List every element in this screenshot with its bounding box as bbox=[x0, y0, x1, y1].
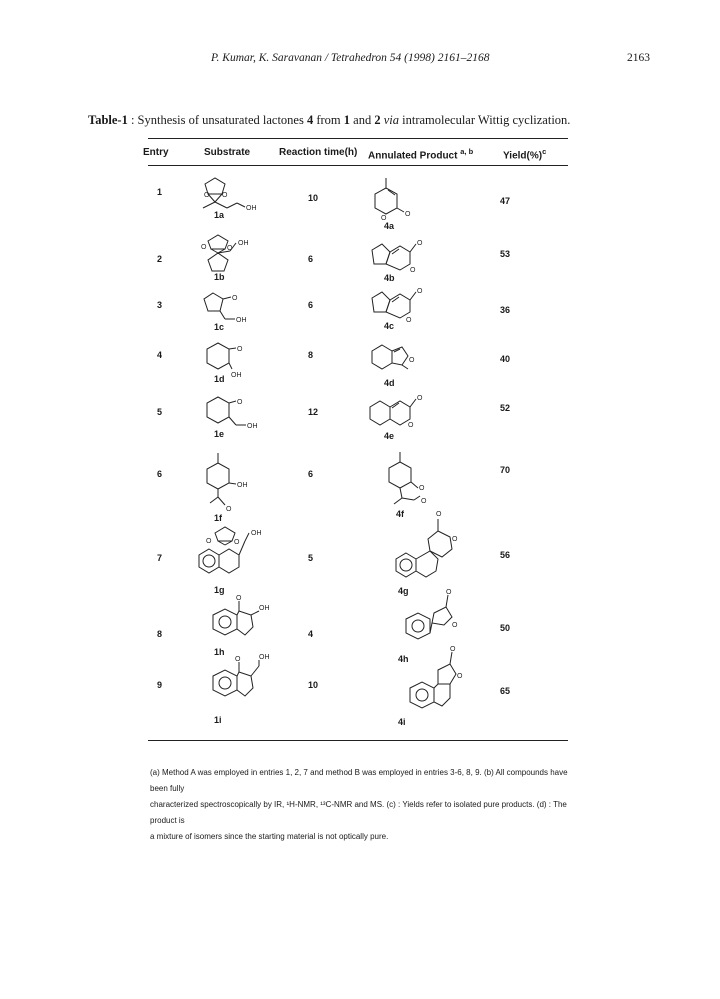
yield-value: 40 bbox=[500, 354, 511, 364]
svg-text:O: O bbox=[237, 346, 243, 353]
svg-text:O: O bbox=[405, 211, 411, 218]
entry-number: 2 bbox=[157, 254, 163, 264]
svg-text:O: O bbox=[235, 656, 241, 663]
table-header-rule bbox=[148, 165, 568, 166]
svg-text:OH: OH bbox=[246, 205, 257, 212]
page-number: 2163 bbox=[627, 52, 650, 64]
reaction-time: 6 bbox=[308, 469, 314, 479]
svg-text:O: O bbox=[381, 215, 387, 222]
structure-1f bbox=[202, 453, 268, 515]
svg-text:O: O bbox=[436, 511, 442, 518]
table-label: Table-1 bbox=[88, 113, 128, 127]
structure-1e bbox=[202, 393, 268, 433]
svg-text:O: O bbox=[237, 399, 243, 406]
entry-number: 9 bbox=[157, 680, 163, 690]
footnote-line: (a) Method A was employed in entries 1, 2, 7 and method B was employed in entries 3-6, 8, 9. (b) All compounds have been fully bbox=[150, 768, 568, 793]
structure-4f bbox=[384, 452, 450, 514]
reaction-time: 6 bbox=[308, 300, 314, 310]
substrate-label: 1g bbox=[214, 585, 225, 595]
running-header bbox=[0, 52, 720, 68]
product-label: 4h bbox=[398, 654, 409, 664]
structure-1c bbox=[199, 287, 259, 329]
svg-text:OH: OH bbox=[236, 317, 247, 324]
header-yield: Yield(%)$^c$ bbox=[503, 147, 547, 162]
reaction-time: 5 bbox=[308, 553, 314, 563]
structure-4e bbox=[368, 391, 438, 435]
entry-number: 1 bbox=[157, 187, 163, 197]
svg-text:O: O bbox=[452, 536, 458, 543]
product-label: 4i bbox=[398, 717, 406, 727]
structure-4i bbox=[398, 648, 472, 720]
reaction-time: 6 bbox=[308, 254, 314, 264]
substrate-label: 1c bbox=[214, 322, 225, 332]
structure-1a bbox=[195, 176, 265, 216]
entry-number: 4 bbox=[157, 350, 163, 360]
entry-number: 8 bbox=[157, 629, 163, 639]
svg-text:OH: OH bbox=[237, 482, 248, 489]
substrate-label: 1i bbox=[214, 715, 222, 725]
product-label: 4b bbox=[384, 273, 395, 283]
product-label: 4d bbox=[384, 378, 395, 388]
substrate-label: 1f bbox=[214, 513, 223, 523]
footnote-line: characterized spectroscopically by IR, ¹H-NMR, ¹³C-NMR and MS. (c) : Yields refer to isolated pure products. (d) : The product is bbox=[150, 800, 567, 825]
svg-text:O: O bbox=[417, 395, 423, 402]
structure-4c bbox=[368, 286, 438, 324]
structure-1b bbox=[196, 233, 266, 277]
svg-text:O: O bbox=[204, 192, 210, 199]
yield-value: 56 bbox=[500, 550, 511, 560]
svg-text:O: O bbox=[421, 498, 427, 505]
entry-number: 3 bbox=[157, 300, 163, 310]
svg-text:O: O bbox=[226, 506, 232, 513]
yield-value: 47 bbox=[500, 196, 511, 206]
header-substrate: Substrate bbox=[204, 147, 251, 158]
svg-text:OH: OH bbox=[259, 605, 270, 612]
svg-text:O: O bbox=[410, 267, 416, 274]
svg-text:O: O bbox=[417, 288, 423, 295]
substrate-label: 1b bbox=[214, 272, 225, 282]
substrate-label: 1d bbox=[214, 374, 225, 384]
svg-text:O: O bbox=[457, 673, 463, 680]
table-footnotes bbox=[150, 765, 570, 845]
structure-4h bbox=[394, 589, 468, 651]
svg-text:O: O bbox=[450, 646, 456, 653]
structure-4g bbox=[394, 509, 468, 585]
svg-text:O: O bbox=[206, 538, 212, 545]
svg-text:O: O bbox=[446, 589, 452, 596]
substrate-label: 1a bbox=[214, 210, 225, 220]
header-entry: Entry bbox=[143, 147, 169, 158]
yield-value: 70 bbox=[500, 465, 511, 475]
svg-text:O: O bbox=[452, 622, 458, 629]
entry-number: 7 bbox=[157, 553, 163, 563]
entry-number: 5 bbox=[157, 407, 163, 417]
reaction-time: 12 bbox=[308, 407, 319, 417]
structure-4a bbox=[366, 176, 426, 224]
reaction-time: 10 bbox=[308, 193, 319, 203]
table-bottom-rule bbox=[148, 740, 568, 741]
svg-text:O: O bbox=[232, 295, 238, 302]
svg-text:O: O bbox=[419, 485, 425, 492]
footnote-line: a mixture of isomers since the starting material is not optically pure. bbox=[150, 832, 389, 841]
svg-text:OH: OH bbox=[251, 530, 262, 537]
structure-4d bbox=[370, 341, 440, 375]
svg-text:OH: OH bbox=[238, 240, 249, 247]
svg-text:O: O bbox=[234, 539, 240, 546]
svg-text:O: O bbox=[236, 595, 242, 602]
yield-value: 65 bbox=[500, 686, 511, 696]
substrate-label: 1h bbox=[214, 647, 225, 657]
svg-text:OH: OH bbox=[259, 654, 270, 661]
reaction-time: 10 bbox=[308, 680, 319, 690]
yield-value: 50 bbox=[500, 623, 511, 633]
structure-4b bbox=[368, 240, 438, 276]
table-caption: Table-1 : Synthesis of unsaturated lactones 4 from 1 and 2 via intramolecular Wittig cyclization. bbox=[88, 113, 571, 127]
svg-text:OH: OH bbox=[231, 372, 242, 379]
yield-value: 52 bbox=[500, 403, 511, 413]
svg-text:O: O bbox=[409, 357, 415, 364]
svg-text:O: O bbox=[417, 240, 423, 247]
svg-text:O: O bbox=[222, 192, 228, 199]
header-product: Annulated Product $^{a, b}$ bbox=[368, 147, 474, 162]
svg-text:O: O bbox=[227, 245, 233, 252]
product-label: 4c bbox=[384, 321, 395, 331]
reaction-time: 8 bbox=[308, 350, 314, 360]
header-citation: P. Kumar, K. Saravanan / Tetrahedron 54 (1998) 2161–2168 bbox=[211, 52, 490, 64]
yield-value: 53 bbox=[500, 249, 511, 259]
svg-text:O: O bbox=[408, 422, 414, 429]
svg-text:OH: OH bbox=[247, 423, 258, 430]
product-label: 4e bbox=[384, 431, 395, 441]
structure-1d bbox=[202, 339, 262, 379]
structure-1i bbox=[203, 656, 277, 706]
product-label: 4g bbox=[398, 586, 409, 596]
product-label: 4a bbox=[384, 221, 395, 231]
structure-1g bbox=[197, 527, 271, 583]
svg-text:O: O bbox=[201, 244, 207, 251]
product-label: 4f bbox=[396, 509, 405, 519]
table-top-rule bbox=[148, 138, 568, 139]
svg-text:O: O bbox=[406, 317, 412, 324]
structure-1h bbox=[203, 597, 277, 647]
entry-number: 6 bbox=[157, 469, 163, 479]
header-reaction-time: Reaction time(h) bbox=[279, 147, 358, 158]
yield-value: 36 bbox=[500, 305, 511, 315]
reaction-time: 4 bbox=[308, 629, 314, 639]
substrate-label: 1e bbox=[214, 429, 225, 439]
